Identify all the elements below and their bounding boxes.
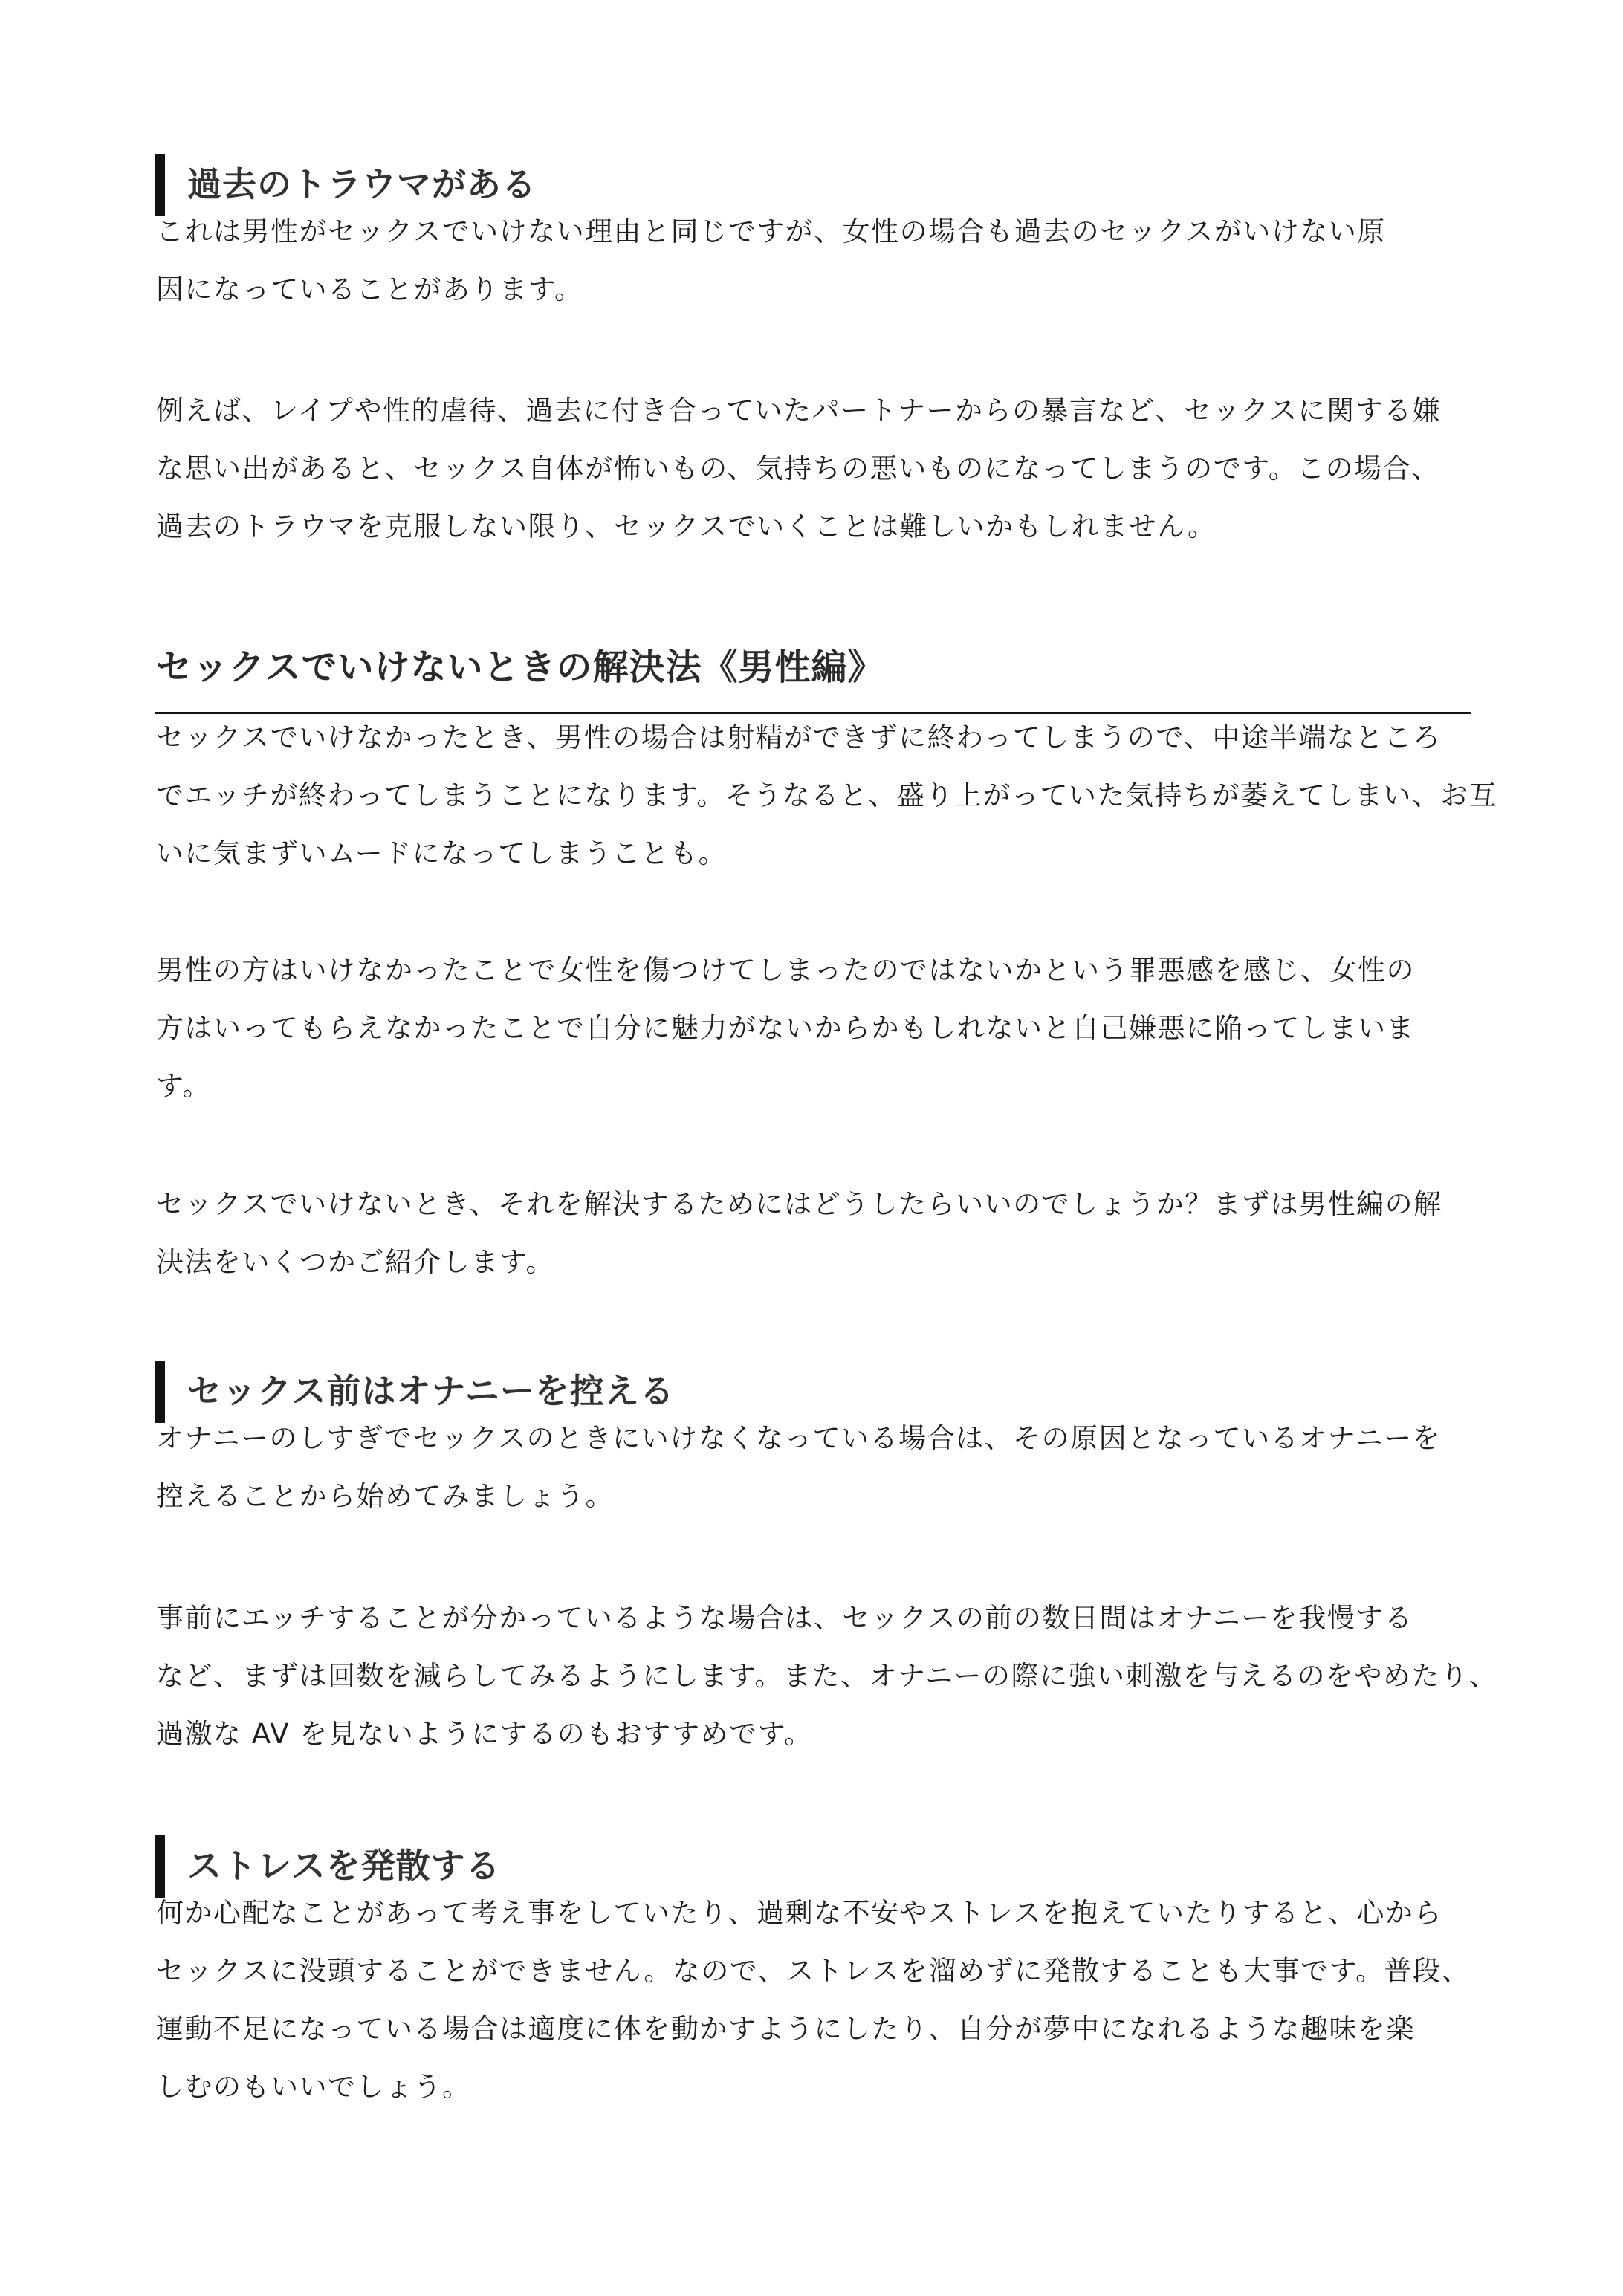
text-line: す。 [156, 1070, 212, 1102]
section-heading-refrain-masturbation: セックス前はオナニーを控える [187, 1371, 675, 1411]
text-line: セックスに没頭することができません。なので、ストレスを溜めずに発散することも大事です。普段、 [156, 1955, 1471, 1987]
heading-accent-bar [155, 1835, 187, 1898]
paragraph [156, 716, 1498, 889]
text-line: 例えば、レイプや性的虐待、過去に付き合っていたパートナーからの暴言など、セックスに関する嫌 [156, 395, 1442, 427]
text-line: 何か心配なことがあって考え事をしていたり、過剰な不安やストレスを抱えていたりすると、心から [156, 1897, 1443, 1929]
heading-divider [155, 712, 1471, 714]
heading-accent-bar [155, 1361, 187, 1423]
text-line: な思い出があると、セックス自体が怖いもの、気持ちの悪いものになってしまうのです。この場合、 [156, 453, 1440, 484]
section-heading-relieve-stress: ストレスを発散する [187, 1846, 501, 1886]
text-line: セックスでいけなかったとき、男性の場合は射精ができずに終わってしまうので、中途半端なところ [156, 721, 1442, 753]
text-line: など、まずは回数を減らしてみるようにします。また、オナニーの際に強い刺激を与えるのをやめたり、 [156, 1660, 1498, 1692]
text-line: いに気まずいムードになってしまうことも。 [156, 837, 728, 869]
paragraph [156, 948, 1494, 1122]
text-line: 因になっていることがあります。 [156, 273, 583, 305]
text-line: 過激な AV を見ないようにするのもおすすめです。 [156, 1718, 813, 1750]
text-line: 事前にエッチすることが分かっているような場合は、セックスの前の数日間はオナニーを我慢する [156, 1602, 1413, 1634]
section-heading-past-trauma: 過去のトラウマがある [187, 164, 537, 204]
paragraph [156, 1416, 1494, 1532]
text-line: これは男性がセックスでいけない理由と同じですが、女性の場合も過去のセックスがいけない原 [156, 215, 1386, 247]
heading-accent-bar [155, 154, 187, 216]
paragraph [156, 1596, 1498, 1770]
text-line: 控えることから始めてみましょう。 [156, 1480, 614, 1512]
paragraph [156, 1182, 1494, 1298]
text-line: オナニーのしすぎでセックスのときにいけなくなっている場合は、その原因となっているオナニーを [156, 1422, 1442, 1454]
text-line: しむのもいいでしょう。 [156, 2071, 471, 2103]
text-line: 運動不足になっている場合は適度に体を動かすようにしたり、自分が夢中になれるような趣味を楽 [156, 2013, 1415, 2045]
text-line: 男性の方はいけなかったことで女性を傷つけてしまったのではないかという罪悪感を感じ、女性の [156, 954, 1415, 986]
text-line: でエッチが終わってしまうことになります。そうなると、盛り上がっていた気持ちが萎えてしまい、お互 [156, 779, 1498, 811]
text-line: 決法をいくつかご紹介します。 [156, 1246, 555, 1278]
paragraph [156, 389, 1494, 562]
text-line: セックスでいけないとき、それを解決するためにはどうしたらいいのでしょうか？まずは男性編の解 [156, 1188, 1442, 1220]
text-line: 方はいってもらえなかったことで自分に魅力がないからかもしれないと自己嫌悪に陥ってしまいま [156, 1012, 1415, 1044]
paragraph [156, 210, 1494, 325]
paragraph [156, 1891, 1494, 2123]
section-heading-solutions-male: セックスでいけないときの解決法《男性編》 [156, 646, 884, 688]
text-line: 過去のトラウマを克服しない限り、セックスでいくことは難しいかもしれません。 [156, 510, 1217, 542]
